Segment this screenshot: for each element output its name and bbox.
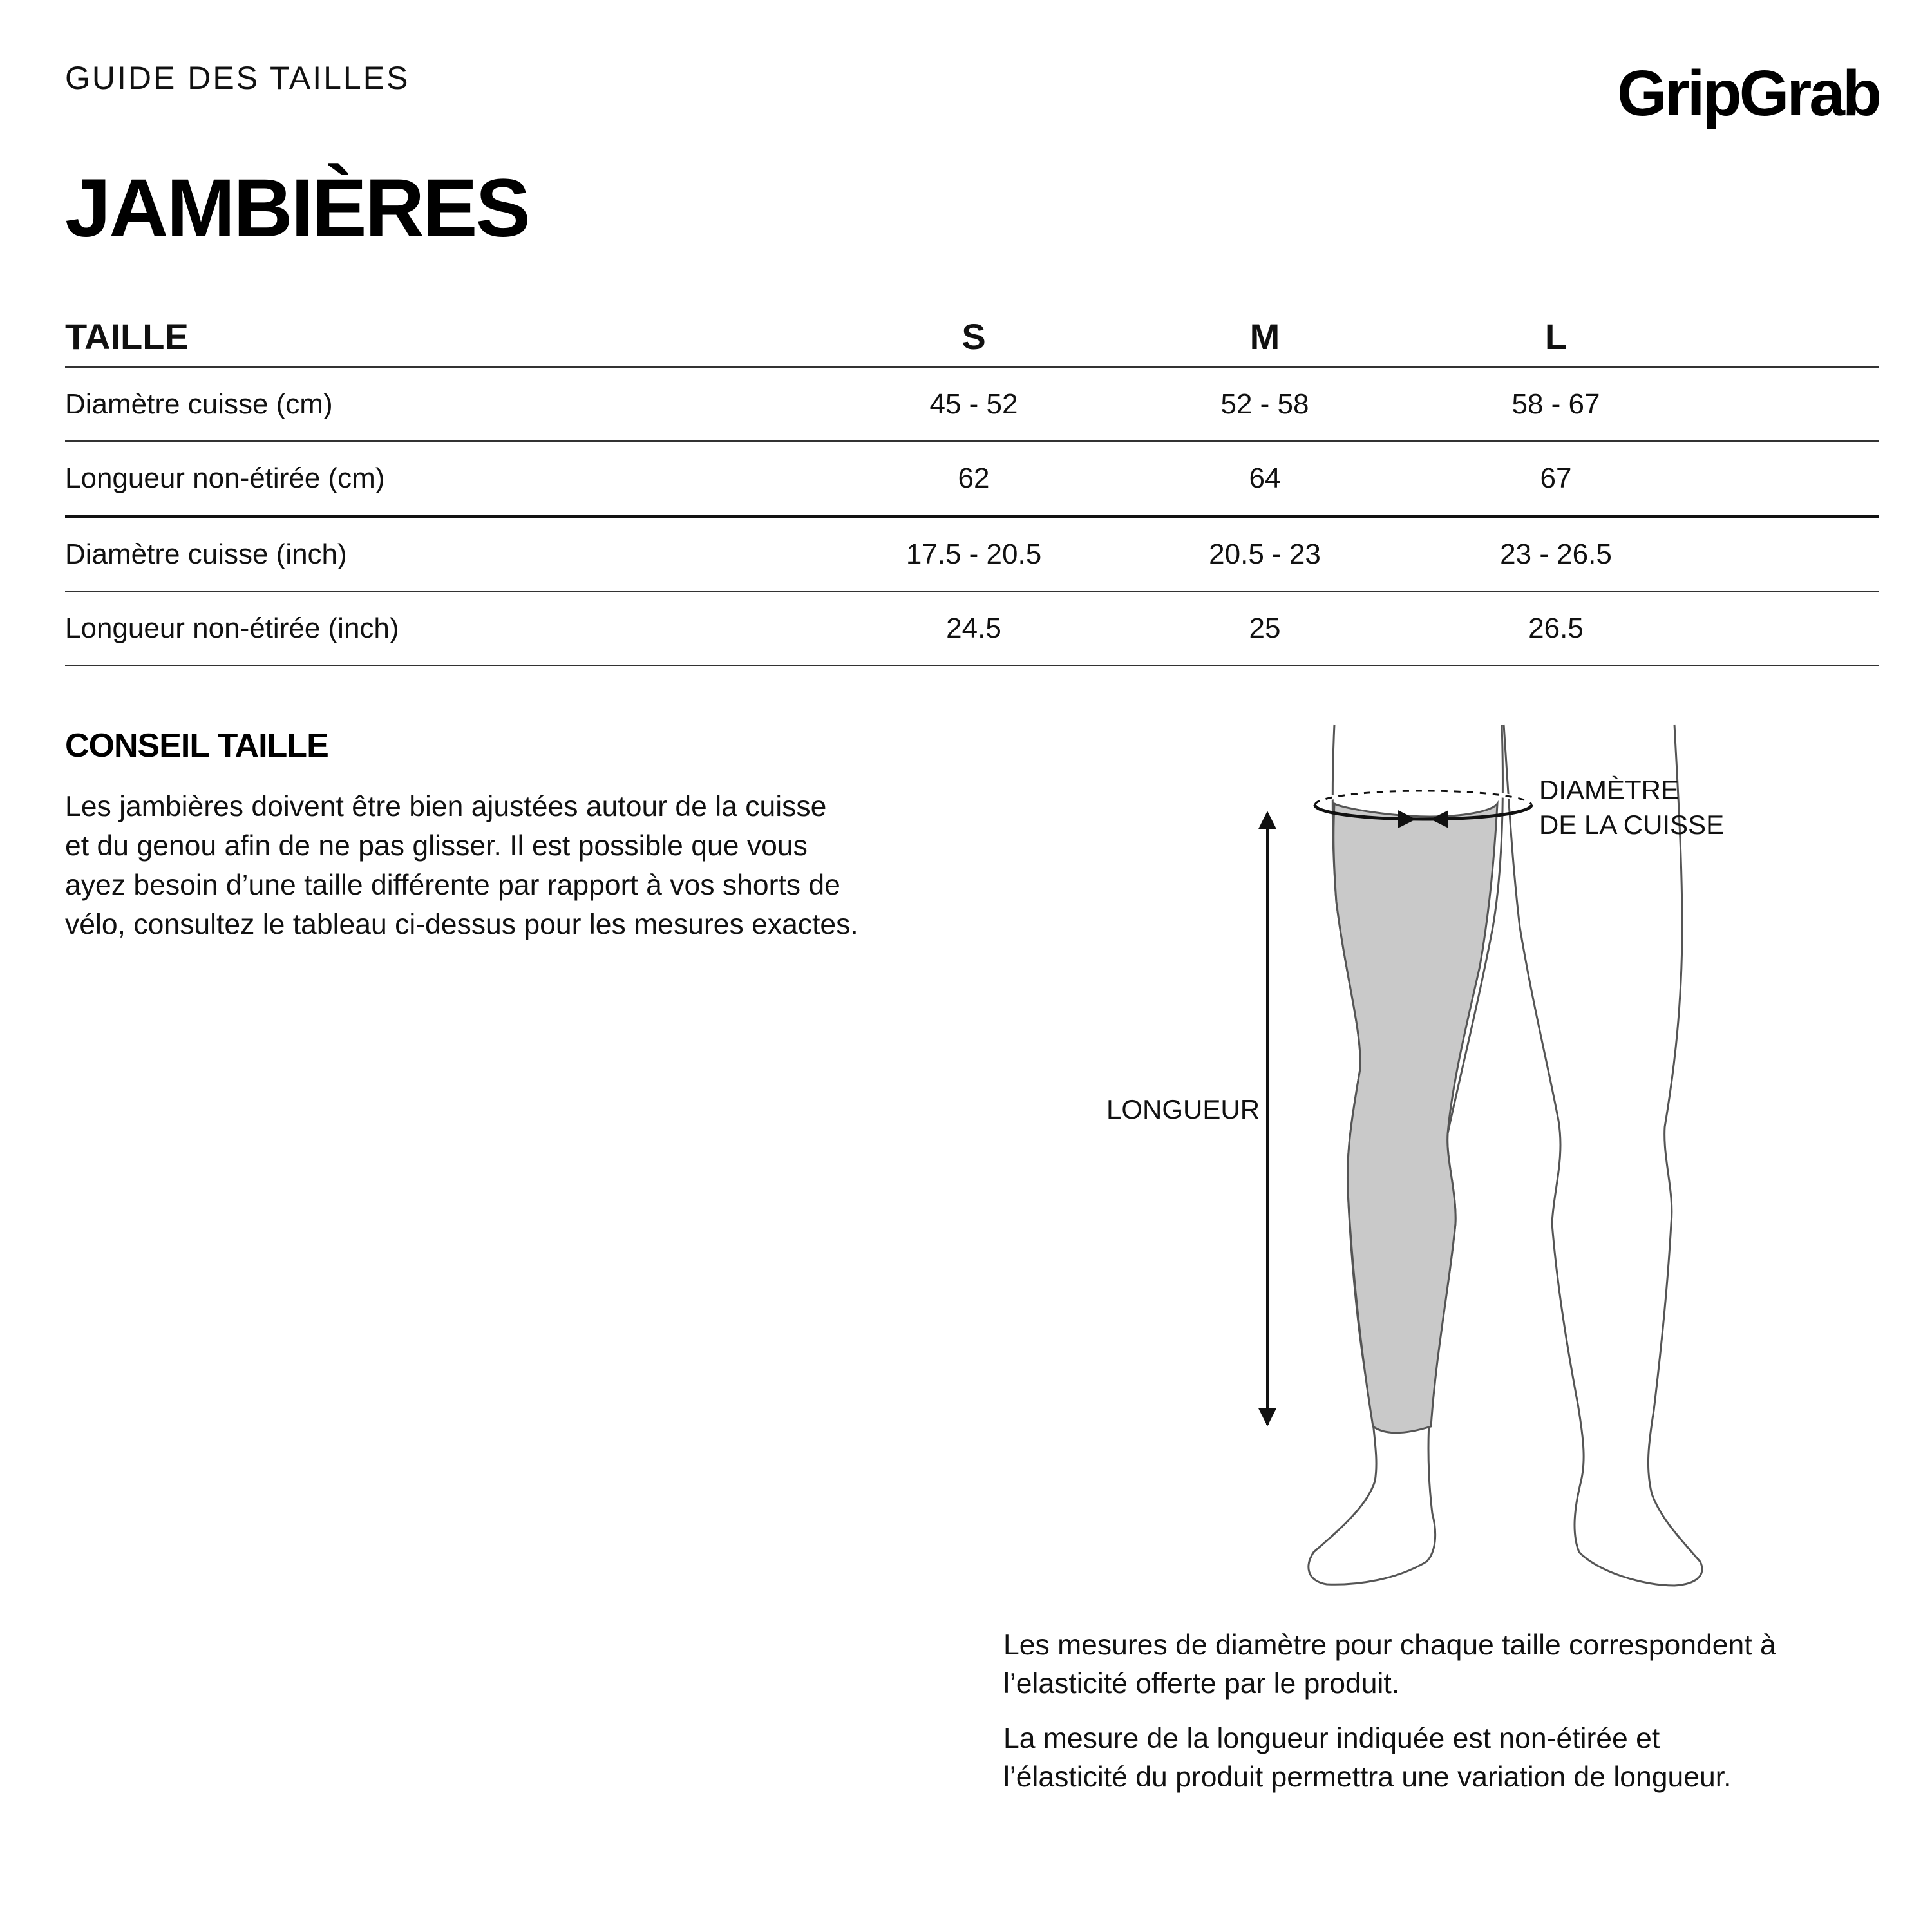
guide-label: GUIDE DES TAILLES [65,60,410,96]
size-header-m: M [1119,306,1410,367]
note-line: Les mesures de diamètre pour chaque taille correspondent à [1003,1629,1776,1661]
fit-tip-line: vélo, consultez le tableau ci-dessus pour les mesures exactes. [65,909,858,940]
page-title: JAMBIÈRES [65,162,529,254]
fit-tip-line: ayez besoin d’une taille différente par rapport à vos shorts de [65,869,840,901]
thigh-measure-dashes [1315,791,1531,805]
cell-l: 23 - 26.5 [1410,516,1701,592]
size-header-l: L [1410,306,1701,367]
brand-logo: GripGrab [1617,57,1879,129]
fit-tip-line: et du genou afin de ne pas glisser. Il est possible que vous [65,830,808,862]
cell-s: 45 - 52 [828,367,1119,441]
size-header-label: TAILLE [65,306,828,367]
cell-l: 67 [1410,441,1701,516]
cell-m: 64 [1119,441,1410,516]
thigh-diameter-label [1539,773,1724,842]
cell-m: 52 - 58 [1119,367,1410,441]
size-header-s: S [828,306,1119,367]
row-label: Diamètre cuisse (inch) [65,516,828,592]
cell-s: 62 [828,441,1119,516]
cell-l: 58 - 67 [1410,367,1701,441]
cell-l: 26.5 [1410,591,1701,665]
cell-m: 20.5 - 23 [1119,516,1410,592]
cell-s: 24.5 [828,591,1119,665]
cell-s: 17.5 - 20.5 [828,516,1119,592]
note-line: l’elasticité offerte par le produit. [1003,1668,1400,1700]
fit-tip-line: Les jambières doivent être bien ajustées autour de la cuisse [65,791,827,822]
length-label: LONGUEUR [1106,1094,1260,1124]
note-line: La mesure de la longueur indiquée est non-étirée et [1003,1723,1660,1754]
note-length [1003,1719,1892,1797]
thigh-diameter-label-line: DIAMÈTRE [1539,775,1680,805]
row-label: Diamètre cuisse (cm) [65,367,828,441]
fit-tip-title: CONSEIL TAILLE [65,727,328,764]
right-leg-outline [1504,724,1702,1586]
cell-m: 25 [1119,591,1410,665]
leg-warmer-shape [1334,804,1497,1433]
note-diameter [1003,1626,1892,1703]
thigh-diameter-label-line: DE LA CUISSE [1539,810,1725,840]
note-line: l’élasticité du produit permettra une variation de longueur. [1003,1761,1732,1793]
row-label: Longueur non-étirée (inch) [65,591,828,665]
row-label: Longueur non-étirée (cm) [65,441,828,516]
